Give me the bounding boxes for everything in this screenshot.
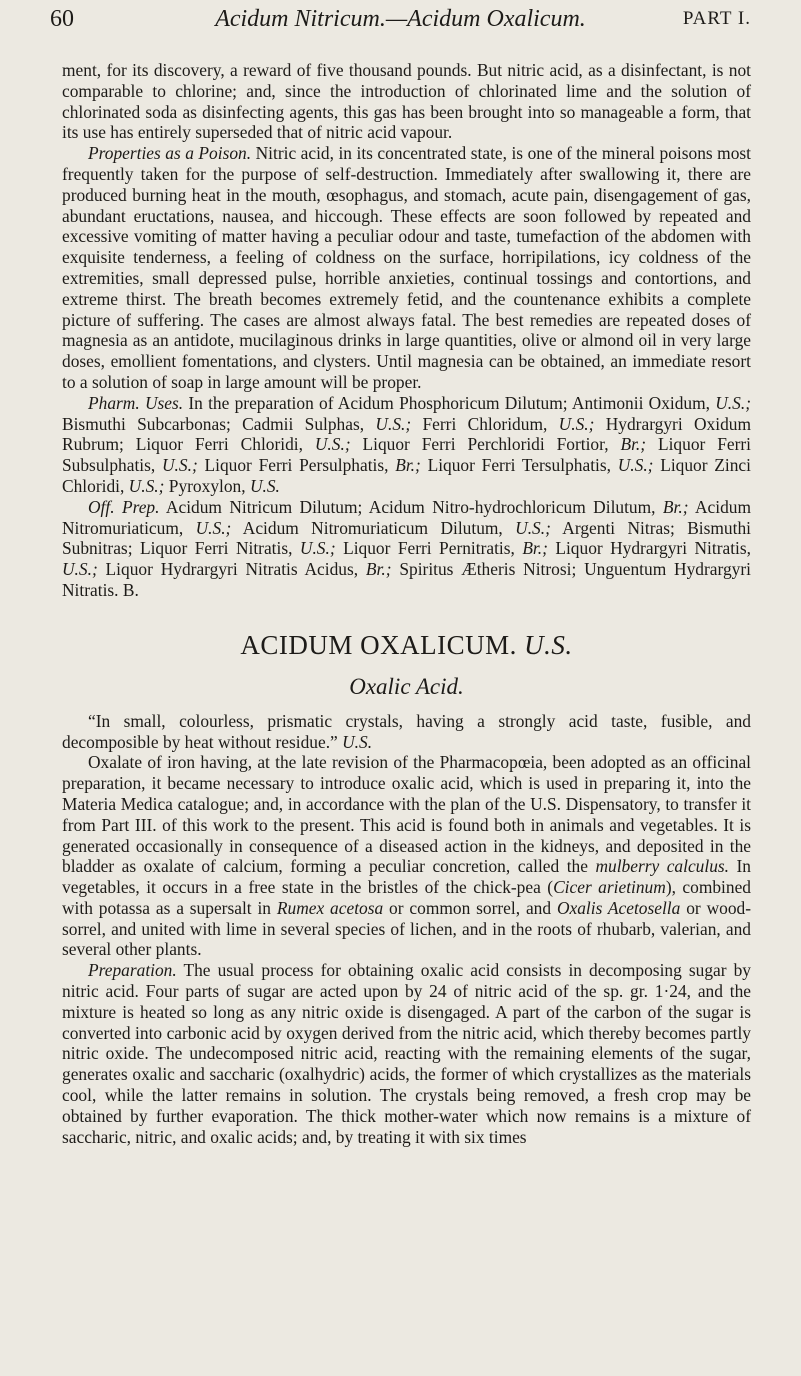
- italic-text: U.S.: [249, 475, 280, 496]
- italic-text: Br.;: [620, 434, 647, 455]
- text-run: Argenti Nitras; Bismuthi Subnitras; Liquor Ferri Nitratis,: [62, 517, 751, 559]
- paragraph: [62, 60, 751, 143]
- text-run: Liquor Ferri Pernitratis,: [335, 538, 523, 559]
- text-run: The usual process for obtaining oxalic acid consists in decomposing sugar by nitric acid. Four parts of sugar are acted upon by 24 of nitric acid of the sp. gr. 1·24, and the mixture is heated so long as any nitric oxide is disengaged. A part of the carbon of the sugar is converted into carbonic acid by oxygen derived from the nitric acid, which thereby becomes partly nitric oxide. The undecomposed nitric acid, reacting with the remaining elements of the sugar, generates oxalic and saccharic (oxalhydric) acids, the former of which crystallizes as the materials cool, while the latter remains in solution. The crystals being removed, a fresh crop may be obtained by further evaporation. The thick mother-water which now remains is a mixture of saccharic, nitric, and oxalic acids; and, by treating it with six times: [62, 960, 751, 1147]
- text-run: “In small, colourless, prismatic crystals, having a strongly acid taste, fusible, and decomposible by heat without residue.”: [62, 710, 751, 752]
- paragraph: [62, 143, 751, 393]
- running-header: [50, 2, 751, 36]
- italic-text: U.S.;: [314, 434, 351, 455]
- text-run: Ferri Chloridum,: [411, 413, 559, 434]
- paragraph: [62, 711, 751, 753]
- text-run: Acidum Nitromuriaticum,: [62, 496, 751, 538]
- italic-text: mulberry calculus.: [595, 856, 730, 877]
- italic-text: U.S.;: [128, 475, 165, 496]
- italic-text: U.S.;: [515, 517, 551, 538]
- text-run: In vegetables, it occurs in a free state in the bristles of the chick-pea (: [62, 856, 752, 898]
- italic-text: Br.;: [365, 559, 392, 580]
- italic-text: U.S.;: [375, 413, 412, 434]
- text-run: Liquor Ferri Tersulphatis,: [420, 455, 618, 476]
- section-subheading: Oxalic Acid.: [349, 673, 464, 699]
- text-run: Spiritus Ætheris Nitrosi; Unguentum Hydrargyri Nitratis. B.: [62, 559, 751, 600]
- section-heading-title: ACIDUM OXALICUM.: [240, 629, 517, 660]
- text-run: Liquor Hydrargyri Nitratis Acidus,: [97, 559, 366, 580]
- text-run: Nitric acid, in its concentrated state, is one of the mineral poisons most frequently taken for the purpose of self-destruction. Immediately after swallowing it, there are produced burning heat in the mouth, œsophagus, and stomach, acute pain, disengagement of gas, abundant eructations, nausea, and hiccough. These effects are soon followed by repeated and excessive vomiting of matter having a peculiar odour and taste, tumefaction of the abdomen with exquisite tenderness, a feeling of coldness on the surface, horripilations, icy coldness of the extremities, small depressed pulse, horrible anxieties, continual tossings and contortions, and extreme thirst. The breath becomes extremely fetid, and the countenance exhibits a complete picture of suffering. The cases are almost always fatal. The best remedies are repeated doses of magnesia as an antidote, mucilaginous drinks in large quantities, olive or almond oil in very large doses, emollient fomentations, and clysters. Until magnesia can be obtained, an immediate resort to a solution of soap in large amount will be proper.: [62, 143, 751, 392]
- italic-text: U.S.;: [617, 455, 654, 476]
- italic-text: U.S.;: [195, 517, 232, 538]
- text-run: Pyroxylon,: [164, 475, 250, 496]
- paragraph: [62, 752, 751, 960]
- italic-text: Br.;: [395, 455, 421, 476]
- text-run: In the preparation of Acidum Phosphoricum Dilutum; Antimonii Oxidum,: [183, 392, 716, 413]
- italic-text: Rumex acetosa: [276, 897, 384, 918]
- nitric-acid-continuation: [62, 60, 751, 601]
- italic-text: Br.;: [662, 496, 689, 517]
- paragraph: [62, 497, 751, 601]
- text-run: Acidum Nitromuriaticum Dilutum,: [231, 517, 516, 538]
- italic-text: Cicer arietinum: [553, 877, 666, 898]
- text-run: Liquor Hydrargyri Nitratis,: [547, 538, 751, 559]
- text-run: or common sorrel, and: [383, 897, 557, 918]
- italic-text: U.S.: [342, 731, 373, 752]
- section-heading: [62, 629, 751, 661]
- italic-text: Preparation.: [88, 960, 177, 981]
- text-run: Liquor Zinci Chloridi,: [62, 455, 751, 496]
- paragraph: [62, 393, 751, 497]
- section-heading-suffix: U.S.: [524, 629, 573, 660]
- page-body: [62, 60, 751, 1147]
- text-run: Liquor Ferri Persulphatis,: [197, 455, 396, 476]
- text-run: or wood-sorrel, and united with lime in several species of lichen, and in the roots of rhubarb, valerian, and several other plants.: [62, 897, 752, 960]
- text-run: Hydrargyri Oxidum Rubrum; Liquor Ferri Chloridi,: [62, 413, 752, 455]
- text-run: ), combined with potassa as a supersalt in: [62, 877, 751, 918]
- text-run: ment, for its discovery, a reward of five thousand pounds. But nitric acid, as a disinfectant, is not comparable to chlorine; and, since the introduction of chlorinated lime and the solution of chlorinated soda as disinfecting agents, this gas has been brought into so manageable a form, that its use has entirely superseded that of nitric acid vapour.: [62, 60, 751, 143]
- italic-text: U.S.;: [299, 538, 336, 559]
- text-run: Acidum Nitricum Dilutum; Acidum Nitro-hydrochloricum Dilutum,: [159, 496, 663, 517]
- page-number: 60: [50, 6, 74, 32]
- text-run: Liquor Ferri Perchloridi Fortior,: [350, 434, 621, 455]
- text-run: Liquor Ferri Subsulphatis,: [62, 434, 752, 476]
- italic-text: Off. Prep.: [88, 496, 160, 517]
- paragraph: [62, 960, 751, 1147]
- italic-text: U.S.;: [558, 413, 595, 434]
- italic-text: Pharm. Uses.: [88, 392, 184, 413]
- italic-text: Br.;: [522, 538, 548, 559]
- oxalic-acid-section: [62, 711, 751, 1148]
- running-title: Acidum Nitricum.—Acidum Oxalicum.: [215, 6, 586, 32]
- part-label: PART I.: [682, 8, 751, 29]
- italic-text: Properties as a Poison.: [88, 143, 252, 164]
- italic-text: U.S.;: [715, 392, 751, 413]
- italic-text: U.S.;: [162, 455, 198, 476]
- text-run: Bismuthi Subcarbonas; Cadmii Sulphas,: [62, 413, 376, 434]
- italic-text: Oxalis Acetosella: [556, 897, 681, 918]
- italic-text: U.S.;: [62, 559, 98, 580]
- text-run: Oxalate of iron having, at the late revision of the Pharmacopœia, been adopted as an officinal preparation, it became necessary to introduce oxalic acid, which is used in preparing it, into the Materia Medica catalogue; and, in accordance with the plan of the U.S. Dispensatory, to transfer it from Part III. of this work to the present. This acid is found both in animals and vegetables. It is generated occasionally in consequence of a diseased action in the kidneys, and deposited in the bladder as oxalate of calcium, forming a peculiar concretion, called the: [62, 752, 751, 877]
